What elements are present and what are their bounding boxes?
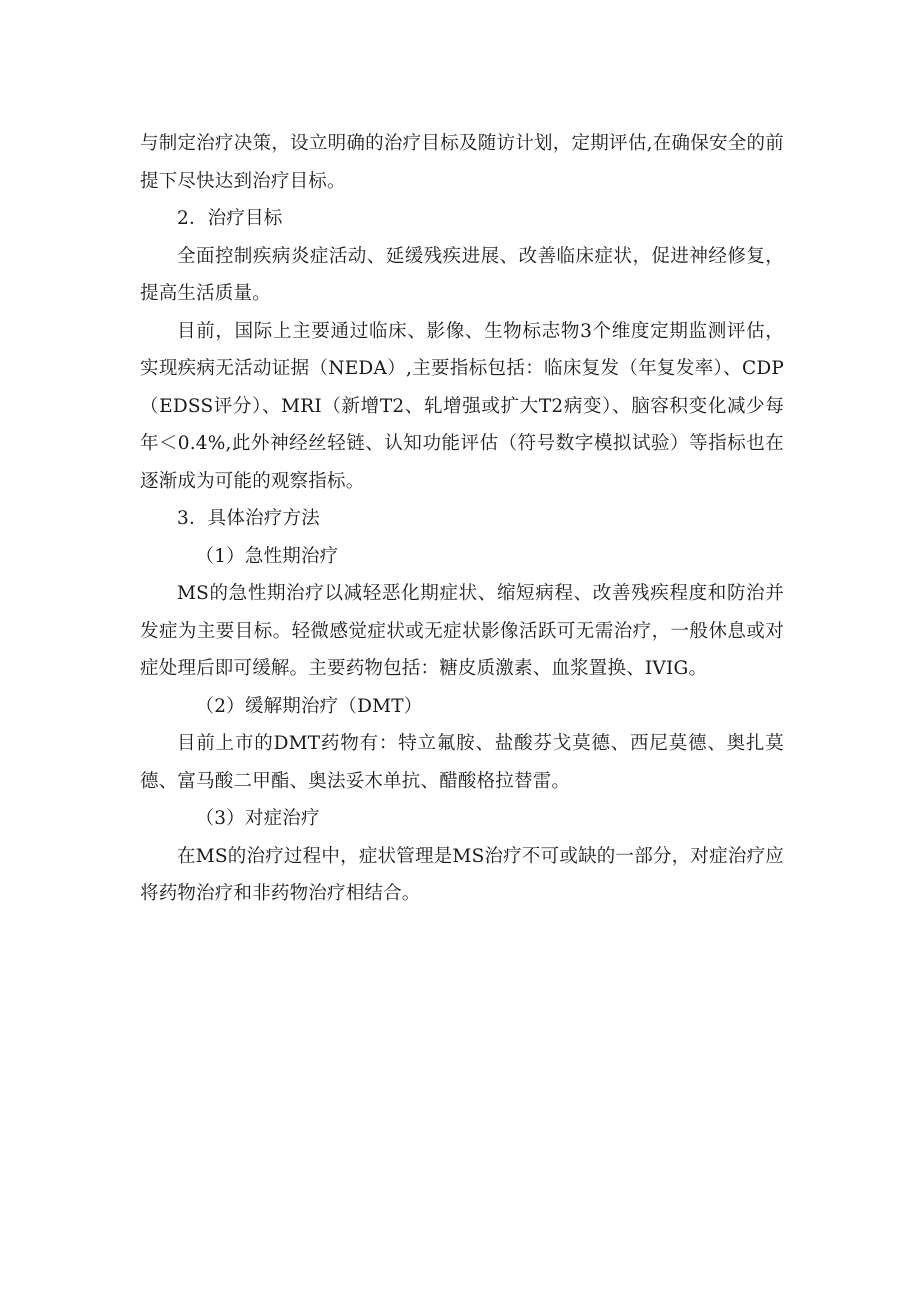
section-heading-treatment-goals: 2．治疗目标 bbox=[177, 208, 283, 229]
paragraph-acute-phase: MS的急性期治疗以减轻恶化期症状、缩短病程、改善残疾程度和防治并发症为主要目标。轻微感觉症状或无症状影像活跃可无需治疗，一般休息或对症处理后即可缓解。主要药物包括：糖皮质激素、血浆置换、IVIG。 bbox=[140, 583, 784, 679]
paragraph-symptomatic: 在MS的治疗过程中，症状管理是MS治疗不可或缺的一部分，对症治疗应将药物治疗和非药物治疗相结合。 bbox=[140, 845, 784, 904]
paragraph-remission-phase: 目前上市的DMT药物有：特立氟胺、盐酸芬戈莫德、西尼莫德、奥扎莫德、富马酸二甲酯、奥法妥木单抗、醋酸格拉替雷。 bbox=[140, 733, 784, 792]
paragraph-treatment-goals: 全面控制疾病炎症活动、延缓残疾进展、改善临床症状，促进神经修复，提高生活质量。 bbox=[140, 245, 784, 304]
paragraph-monitoring: 目前，国际上主要通过临床、影像、生物标志物3个维度定期监测评估，实现疾病无活动证据（NEDA）,主要指标包括：临床复发（年复发率）、CDP（EDSS评分）、MRI（新增T2、轧增强或扩大T2病变）、脑容积变化减少每年＜0.4%,此外神经丝轻链、认知功能评估（符号数字模拟试验）等指标也在逐渐成为可能的观察指标。 bbox=[140, 320, 784, 492]
subheading-remission-phase: （2）缓解期治疗（DMT） bbox=[195, 695, 423, 717]
subheading-symptomatic: （3）对症治疗 bbox=[195, 808, 320, 829]
paragraph-continuation: 与制定治疗决策，设立明确的治疗目标及随访计划，定期评估,在确保安全的前提下尽快达到治疗目标。 bbox=[140, 133, 784, 192]
subheading-acute-phase: （1）急性期治疗 bbox=[195, 545, 339, 567]
section-heading-treatment-methods: 3．具体治疗方法 bbox=[177, 508, 320, 529]
document-body bbox=[140, 125, 784, 913]
